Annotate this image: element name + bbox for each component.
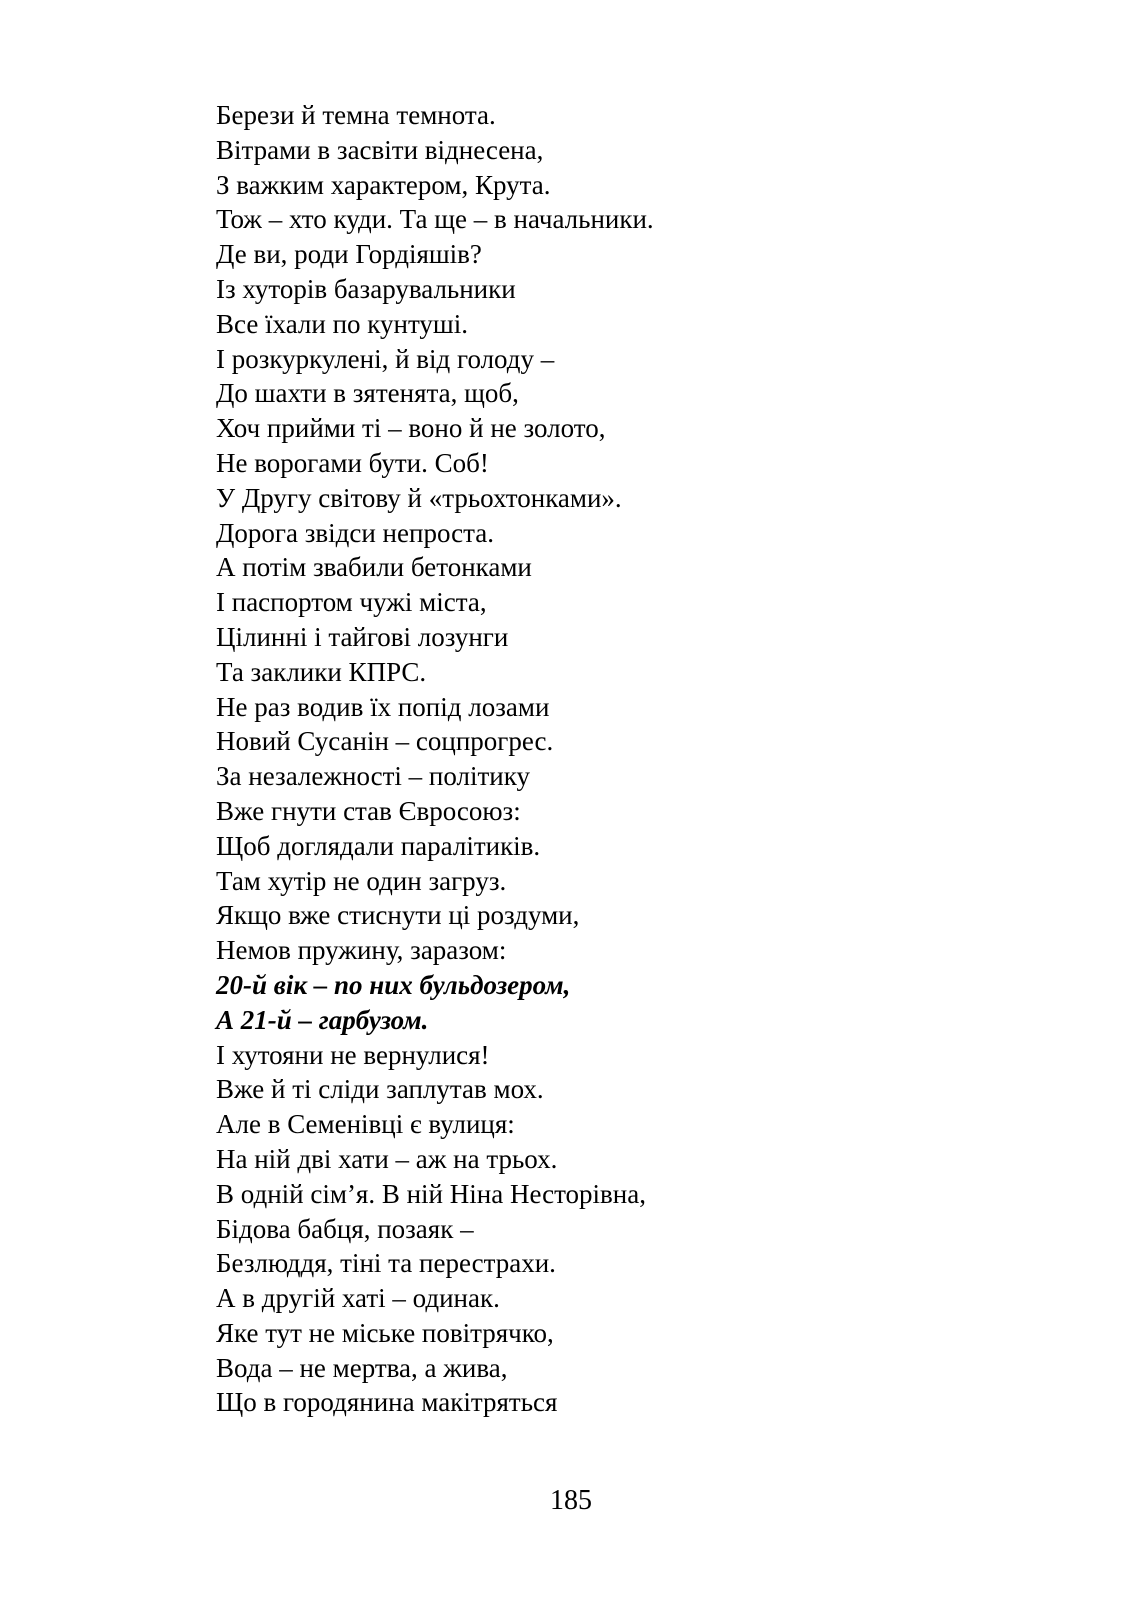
- poem-line: Цілинні і тайгові лозунги: [216, 621, 509, 652]
- poem-line: Де ви, роди Гордіяшів?: [216, 239, 482, 270]
- poem-line: Берези й темна темнота.: [216, 100, 496, 130]
- poem-line: З важким характером, Крута.: [216, 169, 551, 200]
- poem-line: Тож – хто куди. Та ще – в начальники.: [216, 204, 654, 235]
- poem-line: Що в городянина макітряться: [216, 1387, 558, 1418]
- poem-line: Якщо вже стиснути ці роздуми,: [216, 900, 580, 931]
- poem-line: Дорога звідси непроста.: [216, 517, 494, 548]
- poem-line: На ній дві хати – аж на трьох.: [216, 1143, 558, 1174]
- poem-line: Вже гнути став Євросоюз:: [216, 795, 521, 826]
- poem-line: І розкуркулені, й від голоду –: [216, 343, 555, 374]
- poem-line: Вже й ті сліди заплутав мох.: [216, 1074, 544, 1105]
- poem-line: Але в Семенівці є вулиця:: [216, 1109, 515, 1140]
- poem-line: Та заклики КПРС.: [216, 656, 427, 687]
- poem-line: Яке тут не міське повітрячко,: [216, 1317, 554, 1348]
- poem-line: А в другій хаті – одинак.: [216, 1283, 500, 1314]
- poem-line: Бідова бабця, позаяк –: [216, 1213, 474, 1244]
- poem-line: Немов пружину, заразом:: [216, 935, 507, 966]
- poem-text: [216, 98, 1036, 1420]
- poem-line: Безлюддя, тіні та перестрахи.: [216, 1248, 556, 1279]
- poem-line: Все їхали по кунтуші.: [216, 308, 468, 339]
- poem-line: За незалежності – політику: [216, 761, 530, 792]
- poem-line: Не ворогами бути. Соб!: [216, 447, 489, 478]
- poem-line: Хоч прийми ті – воно й не золото,: [216, 413, 606, 444]
- poem-line: Вітрами в засвіти віднесена,: [216, 134, 544, 165]
- poem-line: І хутояни не вернулися!: [216, 1039, 490, 1070]
- poem-line: У Другу світову й «трьохтонками».: [216, 482, 622, 513]
- poem-line: Новий Сусанін – соцпрогрес.: [216, 726, 554, 757]
- poem-line: Не раз водив їх попід лозами: [216, 691, 550, 722]
- poem-line: А потім звабили бетонками: [216, 552, 532, 583]
- poem-line: Щоб доглядали паралітиків.: [216, 830, 541, 861]
- poem-line: Вода – не мертва, а жива,: [216, 1352, 508, 1383]
- page-number: 185: [550, 1485, 592, 1516]
- poem-line: І паспортом чужі міста,: [216, 587, 487, 618]
- poem-line-emphasized: 20-й вік – по них бульдозером,: [216, 969, 571, 1000]
- poem-line: До шахти в зятенята, щоб,: [216, 378, 519, 409]
- poem-line: В одній сім’я. В ній Ніна Несторівна,: [216, 1178, 646, 1209]
- poem-line: Із хуторів базарувальники: [216, 273, 516, 304]
- poem-line-emphasized: А 21-й – гарбузом.: [216, 1004, 429, 1035]
- poem-line: Там хутір не один загруз.: [216, 865, 507, 896]
